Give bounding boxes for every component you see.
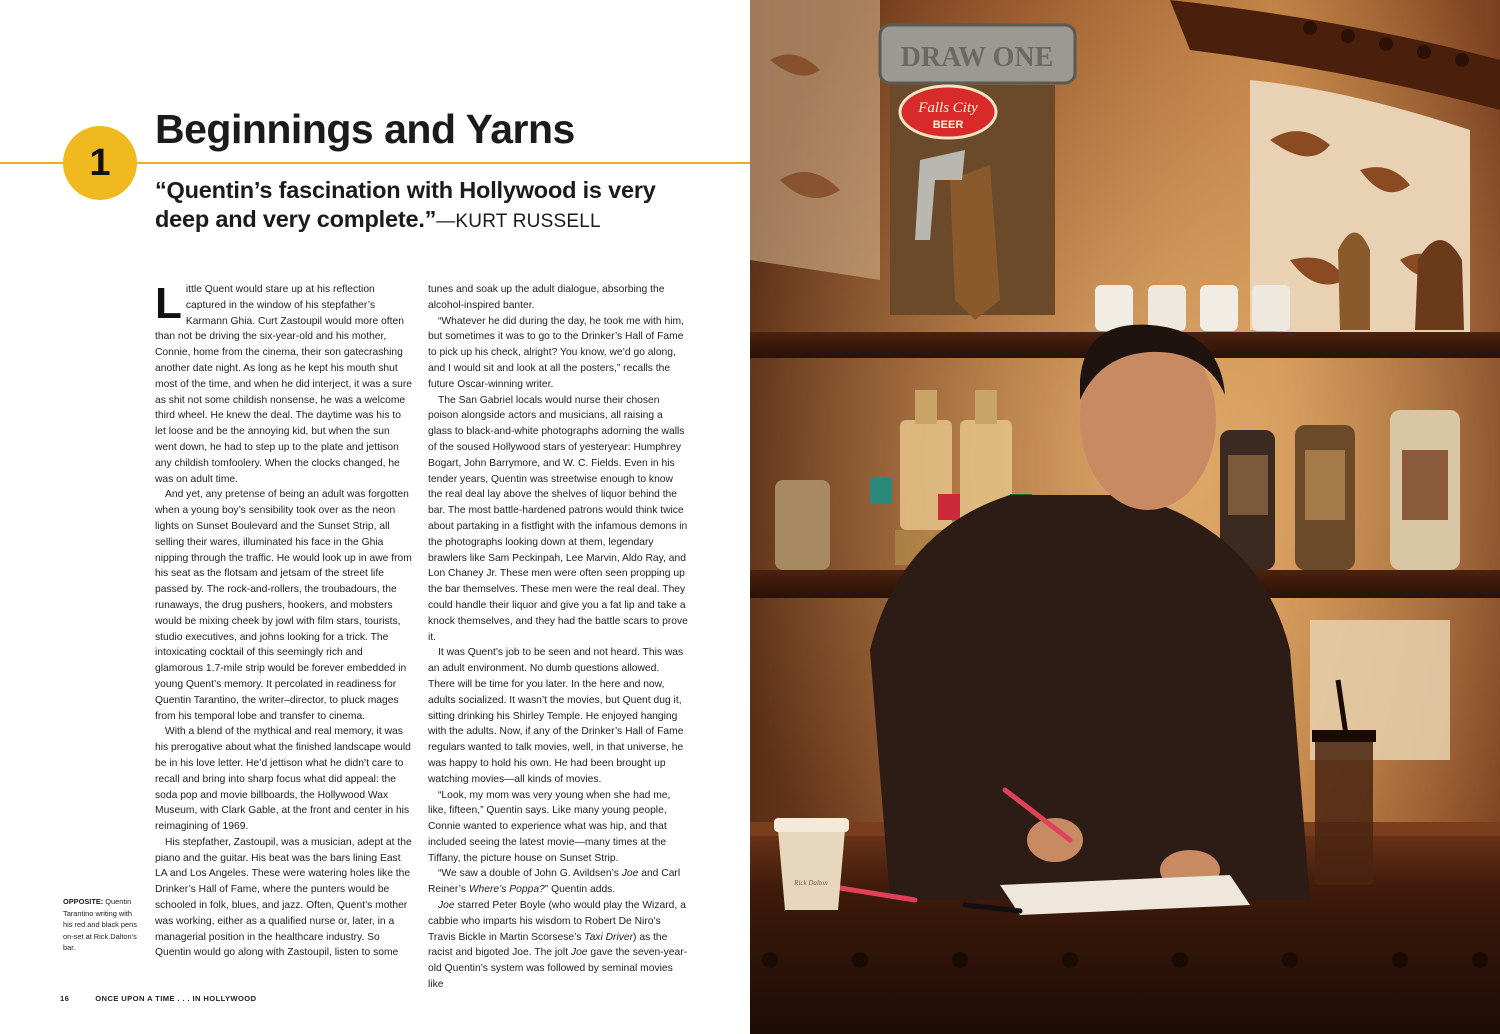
paragraph: tunes and soak up the adult dialogue, absorbing the alcohol-inspired banter. [428,284,665,311]
paragraph: It was Quent’s job to be seen and not heard. This was an adult environment. No dumb questions allowed. There will be time for you later. In the here and now, adults socialized. It wasn’t the movies, but Quent dug it, sitting drinking his Shirley Temple. He enjoyed hanging with the adults. Now, if any of the Drinker’s Hall of Fame regulars wanted to talk movies, well, in that universe, he was happy to hold his own. He had been brought up watching movies—all kinds of movies. [428,647,684,785]
paragraph: His stepfather, Zastoupil, was a musician, adept at the piano and the guitar. His beat was the bars lining East LA and Los Angeles. These were watering holes like the Drinker’s Hall of Fame, where the punters would be schooled in folk, blues, and jazz. Often, Quent’s mother was working, either as a qualified nurse or, later, in a managerial position in the healthcare industry. So Quentin would go along with Zastoupil, listen to some [155,836,412,959]
chapter-epigraph [155,176,715,236]
photo-caption [63,896,141,954]
epigraph-quote: “Quentin’s fascination with Hollywood is very deep and very complete.” [155,177,656,232]
photo-man-writing-at-bar [750,0,1500,1034]
chapter-number-badge [63,126,137,200]
chapter-number: 1 [89,141,111,184]
draw-one-sign [880,25,1075,320]
body-column-2 [428,282,688,993]
paragraph: And yet, any pretense of being an adult was forgotten when a young boy’s sensibility took over as the neon lights on Sunset Boulevard and the Sunset Strip, all selling their wares, illuminated his face in the Ghia nipping through the traffic. He would look up in awe from his seat as the flotsam and jetsam of the street life passed by. The rock-and-rollers, the troubadours, the runaways, the drug pushers, hookers, and mobsters would be mixing cheek by jowl with film stars, tourists, studio executives, and johns looking for a trick. The intoxicating cocktail of this seemingly rich and glamorous 1.7-mile strip would be forever embedded in young Quent’s memory. It percolated in readiness for Quentin Tarantino, the writer–director, to pluck mages from his temporal lobe and transfer to cinema. [155,489,412,722]
paragraph: “Whatever he did during the day, he took me with him, but sometimes it was to go to the Drinker’s Hall of Fame to pick up his check, alright? You know, we’d go along, and I would sit and look at all the posters,” recalls the future Oscar-winning writer. [428,315,684,390]
paragraph: Little Quent would stare up at his reflection captured in the window of his stepfather’s Karmann Ghia. Curt Zastoupil would more often than not be driving the six-year-old and his mother, Connie, home from the cinema, their son gatecrashing another date night. As long as he kept his mouth shut most of the time, and when he did interject, it was a sure as shit not some childish nonsense, he was a welcome third wheel. He knew the deal. The daytime was his to let loose and be the annoying kid, but when the sun went down, he had to step up to the plate and jettison any childish tomfoolery. When the clocks changed, he was on adult time. [155,279,412,485]
paragraph: Joe starred Peter Boyle (who would play the Wizard, a cabbie who imparts his wisdom to Robert De Niro’s Travis Bickle in Martin Scorsese’s Taxi Driver) as the racist and bigoted Joe. The jolt Joe gave the seven-year-old Quentin’s system was followed by seminal movies like [428,900,688,991]
paragraph: “We saw a double of John G. Avildsen’s Joe and Carl Reiner’s Where’s Poppa?” Quentin adds. [428,868,681,896]
caption-text: Quentin Tarantino writing with his red and black pens on-set at Rick Dalton’s bar. [63,897,137,953]
page-number: 16 [60,994,70,1003]
coffee-cup [774,818,849,910]
sign-text: DRAW ONE [900,42,1054,73]
paragraph: The San Gabriel locals would nurse their chosen poison alongside actors and musicians, all raising a glass to black-and-white photographs adorning the walls of the soused Hollywood stars of yesteryear: Humphrey Bogart, John Barrymore, and W. C. Fields. Even in his tender years, Quentin was streetwise enough to know the real deal lay above the shelves of liquor behind the bar. The most battle-hardened patrons would think twice about partaking in a fistfight with the infamous demons in the photographs looking down at them, legendary brawlers like Sam Peckinpah, Lee Marvin, Aldo Ray, and Lon Chaney Jr. These men were often seen propping up the bar themselves. These men were the real deal. They could handle their liquor and give you a fat lip and take a knock themselves, and they had the battle scars to prove it. [428,394,688,643]
drop-cap: L [155,279,182,328]
svg-text:BEER: BEER [932,119,964,131]
paragraph: With a blend of the mythical and real memory, it was his prerogative about what the finished landscape would be in his love letter. He’d jettison what he didn’t care to recall and bring into sharp focus what did appeal: the soda pop and movie billboards, the Hollywood Wax Museum, with Clark Gable, at the front and center in his reimagining of 1969. [155,726,411,833]
chapter-title: Beginnings and Yarns [155,106,575,152]
svg-text:Falls City: Falls City [918,100,978,116]
body-column-1 [155,279,413,961]
folio [60,994,257,1003]
running-title: ONCE UPON A TIME . . . IN HOLLYWOOD [95,994,257,1003]
paragraph: “Look, my mom was very young when she had me, like, fifteen,” Quentin says. Like many young people, Connie wanted to experience what was hip, and that included seeing the latest movie—many times at the Tiffany, the picture house on Sunset Strip. [428,789,671,864]
epigraph-attribution: —KURT RUSSELL [436,211,601,232]
svg-text:Rick Dalton: Rick Dalton [794,879,828,887]
caption-label: OPPOSITE: [63,897,104,906]
